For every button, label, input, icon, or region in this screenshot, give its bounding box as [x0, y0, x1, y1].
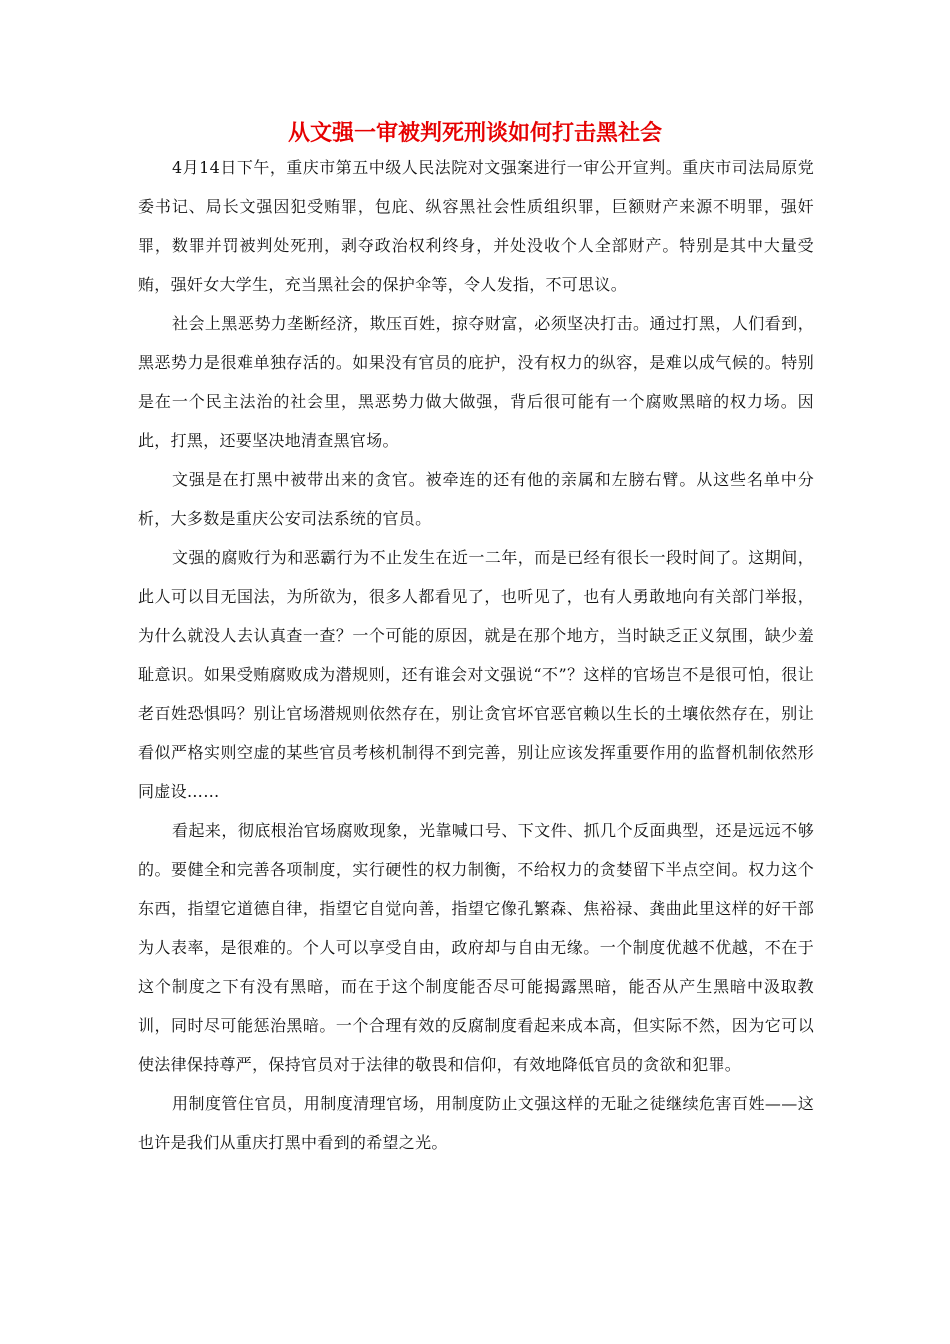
paragraph-4: 文强的腐败行为和恶霸行为不止发生在近一二年，而是已经有很长一段时间了。这期间，此人可以目无国法，为所欲为，很多人都看见了，也听见了，也有人勇敢地向有关部门举报，为什么就没人去认真查一查？一个可能的原因，就是在那个地方，当时缺乏正义氛围，缺少羞耻意识。如果受贿腐败成为潜规则，还有谁会对文强说“不”？这样的官场岂不是很可怕，很让老百姓恐惧吗？别让官场潜规则依然存在，别让贪官坏官恶官赖以生长的土壤依然存在，别让看似严格实则空虚的某些官员考核机制得不到完善，别让应该发挥重要作用的监督机制依然形同虚设……	[138, 548, 814, 801]
paragraph-2: 社会上黑恶势力垄断经济，欺压百姓，掠夺财富，必须坚决打击。通过打黑，人们看到，黑恶势力是很难单独存活的。如果没有官员的庇护，没有权力的纵容，是难以成气候的。特别是在一个民主法治的社会里，黑恶势力做大做强，背后很可能有一个腐败黑暗的权力场。因此，打黑，还要坚决地清查黑官场。	[138, 314, 814, 450]
paragraph-3: 文强是在打黑中被带出来的贪官。被牵连的还有他的亲属和左膀右臂。从这些名单中分析，大多数是重庆公安司法系统的官员。	[138, 470, 814, 528]
paragraph-1: 4月14日下午，重庆市第五中级人民法院对文强案进行一审公开宣判。重庆市司法局原党委书记、局长文强因犯受贿罪，包庇、纵容黑社会性质组织罪，巨额财产来源不明罪，强奸罪，数罪并罚被判处死刑，剥夺政治权利终身，并处没收个人全部财产。特别是其中大量受贿，强奸女大学生，充当黑社会的保护伞等，令人发指，不可思议。	[138, 158, 814, 294]
document-body	[138, 148, 814, 1162]
paragraph-6: 用制度管住官员，用制度清理官场，用制度防止文强这样的无耻之徒继续危害百姓——这也许是我们从重庆打黑中看到的希望之光。	[138, 1094, 814, 1152]
paragraph-5: 看起来，彻底根治官场腐败现象，光靠喊口号、下文件、抓几个反面典型，还是远远不够的。要健全和完善各项制度，实行硬性的权力制衡，不给权力的贪婪留下半点空间。权力这个东西，指望它道德自律，指望它自觉向善，指望它像孔繁森、焦裕禄、龚曲此里这样的好干部为人表率，是很难的。个人可以享受自由，政府却与自由无缘。一个制度优越不优越，不在于这个制度之下有没有黑暗，而在于这个制度能否尽可能揭露黑暗，能否从产生黑暗中汲取教训，同时尽可能惩治黑暗。一个合理有效的反腐制度看起来成本高，但实际不然，因为它可以使法律保持尊严，保持官员对于法律的敬畏和信仰，有效地降低官员的贪欲和犯罪。	[138, 821, 814, 1074]
document-title: 从文强一审被判死刑谈如何打击黑社会	[287, 120, 662, 146]
